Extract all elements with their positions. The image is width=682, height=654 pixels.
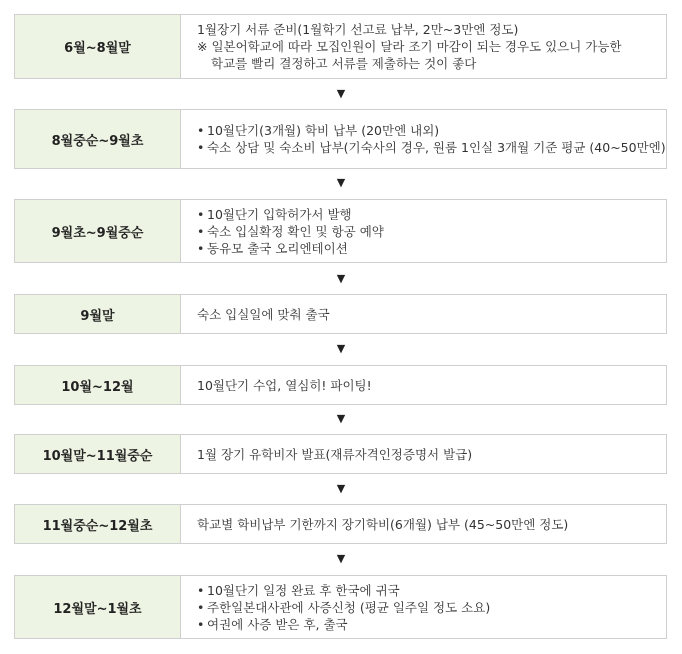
step-row-1 <box>14 14 667 79</box>
step-row-2 <box>14 109 667 169</box>
step-bullet-item: • 동유모 출국 오리엔테이션 <box>197 240 666 257</box>
step-text-line: 1월 장기 유학비자 발표(재류자격인정증명서 발급) <box>197 446 473 462</box>
step-period-label: 12월말~1월초 <box>15 576 181 638</box>
step-period-label: 10월말~11월중순 <box>15 435 181 473</box>
step-description <box>181 200 666 262</box>
step-bullet-item: • 10월단기(3개월) 학비 납부 (20만엔 내외) <box>197 122 666 139</box>
step-period-label: 6월~8월말 <box>15 15 181 78</box>
down-arrow-icon: ▼ <box>336 552 346 565</box>
step-period-label: 9월초~9월중순 <box>15 200 181 262</box>
step-row-5 <box>14 365 667 405</box>
step-bullet-item: • 숙소 상담 및 숙소비 납부(기숙사의 경우, 원룸 1인실 3개월 기준 평균 (40~50만엔) <box>197 139 666 156</box>
step-row-4 <box>14 294 667 334</box>
step-bullet-item: • 여권에 사증 받은 후, 출국 <box>197 616 666 633</box>
step-bullet-item: • 주한일본대사관에 사증신청 (평균 일주일 정도 소요) <box>197 599 666 616</box>
step-period-label: 10월~12월 <box>15 366 181 404</box>
step-period-label: 9월말 <box>15 295 181 333</box>
step-text-line: 숙소 입실일에 맞춰 출국 <box>197 306 330 322</box>
step-bullet-item: • 10월단기 입학허가서 발행 <box>197 206 666 223</box>
step-text-line: 1월장기 서류 준비(1월학기 선고료 납부, 2만~3만엔 정도) <box>197 22 519 37</box>
step-period-label: 11월중순~12월초 <box>15 505 181 543</box>
step-description <box>181 505 666 543</box>
step-row-6 <box>14 434 667 474</box>
step-bullet-item: • 숙소 입실확정 확인 및 항공 예약 <box>197 223 666 240</box>
step-note-line: ※ 일본어학교에 따라 모집인원이 달라 조기 마감이 되는 경우도 있으니 가능한 <box>197 39 622 54</box>
down-arrow-icon: ▼ <box>336 176 346 189</box>
step-row-3 <box>14 199 667 263</box>
step-row-7 <box>14 504 667 544</box>
step-description <box>181 110 666 168</box>
step-note-line: 학교를 빨리 결정하고 서류를 제출하는 것이 좋다 <box>211 56 477 71</box>
step-description <box>181 435 666 473</box>
step-text-line: 10월단기 수업, 열심히! 파이팅! <box>197 377 372 393</box>
down-arrow-icon: ▼ <box>336 412 346 425</box>
step-description <box>181 366 666 404</box>
down-arrow-icon: ▼ <box>336 272 346 285</box>
down-arrow-icon: ▼ <box>336 482 346 495</box>
step-row-8 <box>14 575 667 639</box>
step-description <box>181 15 666 78</box>
down-arrow-icon: ▼ <box>336 342 346 355</box>
step-text-line: 학교별 학비납부 기한까지 장기학비(6개월) 납부 (45~50만엔 정도) <box>197 516 569 532</box>
step-description <box>181 576 666 638</box>
step-bullet-item: • 10월단기 일정 완료 후 한국에 귀국 <box>197 582 666 599</box>
step-description <box>181 295 666 333</box>
down-arrow-icon: ▼ <box>336 87 346 100</box>
step-period-label: 8월중순~9월초 <box>15 110 181 168</box>
